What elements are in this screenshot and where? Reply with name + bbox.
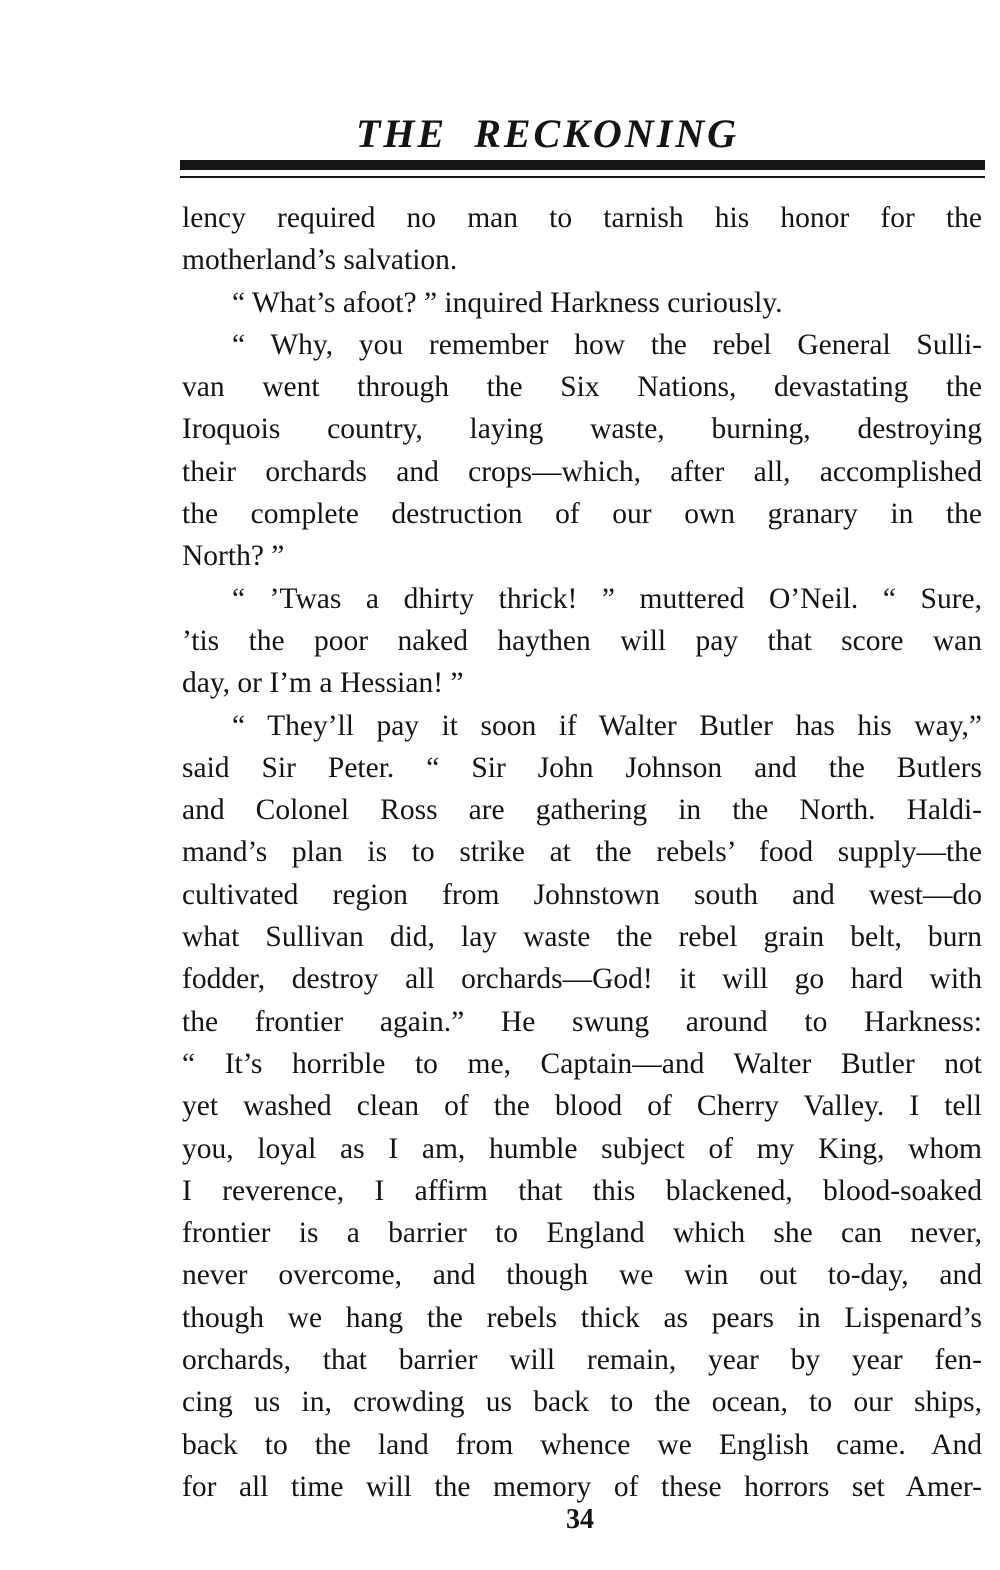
text-line: North? ” [182,540,285,573]
running-title: THE RECKONING [355,111,740,156]
text-line: lency required no man to tarnish his honor for the [182,202,982,234]
text-line: motherland’s salvation. [182,244,458,277]
text-line: you, loyal as I am, humble subject of my King, whom [182,1132,982,1165]
text-line: “ What’s afoot? ” inquired Harkness curiously. [232,286,783,319]
header-rule-thin [180,176,985,178]
text-line: the frontier again.” He swung around to Harkness: [182,1005,982,1038]
text-line: day, or I’m a Hessian! ” [182,667,464,700]
text-line: their orchards and crops—which, after all, accomplished [182,455,982,488]
text-line: I reverence, I affirm that this blackened, blood-soaked [182,1174,982,1207]
text-line: yet washed clean of the blood of Cherry Valley. I tell [182,1090,982,1123]
text-line: mand’s plan is to strike at the rebels’ food supply—the [182,836,982,869]
text-line: and Colonel Ross are gathering in the North. Haldi- [182,794,982,827]
text-line: for all time will the memory of these horrors set Amer- [182,1470,982,1503]
text-line: frontier is a barrier to England which she can never, [182,1217,982,1250]
text-line: the complete destruction of our own granary in the [182,498,982,531]
text-line: said Sir Peter. “ Sir John Johnson and the Butlers [182,751,982,784]
text-line: “ ’Twas a dhirty thrick! ” muttered O’Neil. “ Sure, [232,582,982,615]
text-line: “ They’ll pay it soon if Walter Butler has his way,” [232,709,982,742]
text-line: ’tis the poor naked haythen will pay that score wan [182,624,982,657]
text-line: never overcome, and though we win out to-day, and [182,1259,982,1292]
text-line: cultivated region from Johnstown south and west—do [182,878,982,911]
text-line: Iroquois country, laying waste, burning, destroying [182,413,982,446]
text-line: “ It’s horrible to me, Captain—and Walter Butler not [182,1047,982,1080]
body-text [182,197,982,1508]
text-line: what Sullivan did, lay waste the rebel grain belt, burn [182,921,982,954]
text-line: orchards, that barrier will remain, year by year fen- [182,1344,982,1377]
text-line: fodder, destroy all orchards—God! it will go hard with [182,963,982,996]
page-number: 34 [566,1504,594,1535]
text-line: “ Why, you remember how the rebel General Sulli- [232,328,982,361]
text-line: cing us in, crowding us back to the ocean, to our ships, [182,1386,982,1419]
text-line: van went through the Six Nations, devastating the [182,371,982,404]
text-line: though we hang the rebels thick as pears in Lispenard’s [182,1301,982,1334]
text-line: back to the land from whence we English came. And [182,1428,982,1461]
header-rule-thick [180,160,985,170]
